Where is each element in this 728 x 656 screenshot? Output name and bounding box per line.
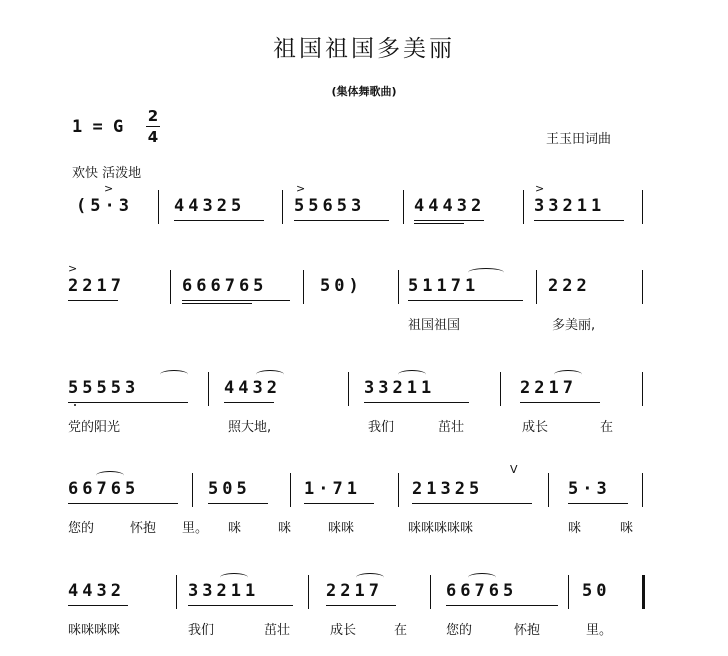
time-signature-bottom: 4: [147, 128, 159, 146]
measure: 505: [208, 479, 251, 499]
measure: 33211: [534, 196, 606, 216]
measure: 55653: [294, 196, 366, 216]
lyric: 茁壮: [438, 420, 465, 435]
staff-row-4: 66765 505 1·71 21325 5·3 V 您的 怀抱 里。 咪 咪 咪咪 咪咪咪咪咪 咪 咪: [68, 479, 648, 509]
lyric: 成长: [522, 420, 549, 435]
measure: 66765: [68, 479, 140, 499]
lyric: 祖国祖国: [408, 318, 461, 333]
key-signature: 1 = G: [72, 117, 124, 137]
lyric: 党的阳光: [68, 420, 121, 435]
lyric: 在: [600, 420, 614, 435]
measure: 50): [320, 276, 363, 296]
measure: (5·3: [76, 196, 133, 216]
tempo-marking: 欢快 活泼地: [72, 166, 142, 181]
lyric: 成长: [330, 623, 357, 638]
measure: 222: [548, 276, 591, 296]
measure: 51171: [408, 276, 480, 296]
measure: 21325: [412, 479, 484, 499]
measure: 4432: [68, 581, 125, 601]
lyric: 我们: [188, 623, 215, 638]
lyric: 照大地,: [228, 420, 272, 435]
lyric: 咪咪: [328, 521, 355, 536]
staff-row-3: [68, 378, 648, 435]
time-signature: [146, 107, 160, 146]
measure: 55553: [68, 378, 140, 398]
staff-row-2: 2217 666765 50) 51171 222 > 祖国祖国 多美丽,: [68, 276, 648, 306]
measure: 4432: [224, 378, 281, 398]
measure: 2217: [68, 276, 125, 296]
measure: 2217: [520, 378, 577, 398]
lyric: 您的: [446, 623, 473, 638]
measure: 44325: [174, 196, 246, 216]
measure: 44432: [414, 196, 486, 216]
lyric: 咪: [228, 521, 242, 536]
lyric: 里。: [182, 521, 209, 536]
measure: 66765: [446, 581, 518, 601]
lyric: 多美丽,: [552, 318, 596, 333]
lyric: 您的: [68, 521, 95, 536]
measure: 2217: [326, 581, 383, 601]
credit: 王玉田词曲: [546, 132, 612, 147]
lyric: 里。: [586, 623, 613, 638]
measure: 33211: [364, 378, 436, 398]
lyric: 咪咪咪咪: [68, 623, 121, 638]
measure: 666765: [182, 276, 268, 296]
lyric: 咪: [620, 521, 634, 536]
lyric: 怀抱: [130, 521, 157, 536]
lyric: 咪: [568, 521, 582, 536]
lyric: 我们: [368, 420, 395, 435]
measure: 5·3: [568, 479, 611, 499]
song-subtitle: (集体舞歌曲): [331, 85, 397, 98]
time-signature-top: 2: [147, 107, 159, 125]
lyric: 茁壮: [264, 623, 291, 638]
measure: 1·71: [304, 479, 361, 499]
lyric: 咪: [278, 521, 292, 536]
staff-row-5: [68, 581, 648, 638]
measure: 33211: [188, 581, 260, 601]
song-title: 祖国祖国多美丽: [273, 36, 455, 62]
measure: 50: [582, 581, 611, 601]
staff-row-1: (5·3 44325 55653 44432 33211 > > >: [68, 196, 648, 226]
lyric: 咪咪咪咪咪: [408, 521, 474, 536]
lyric: 怀抱: [514, 623, 541, 638]
lyric: 在: [394, 623, 408, 638]
